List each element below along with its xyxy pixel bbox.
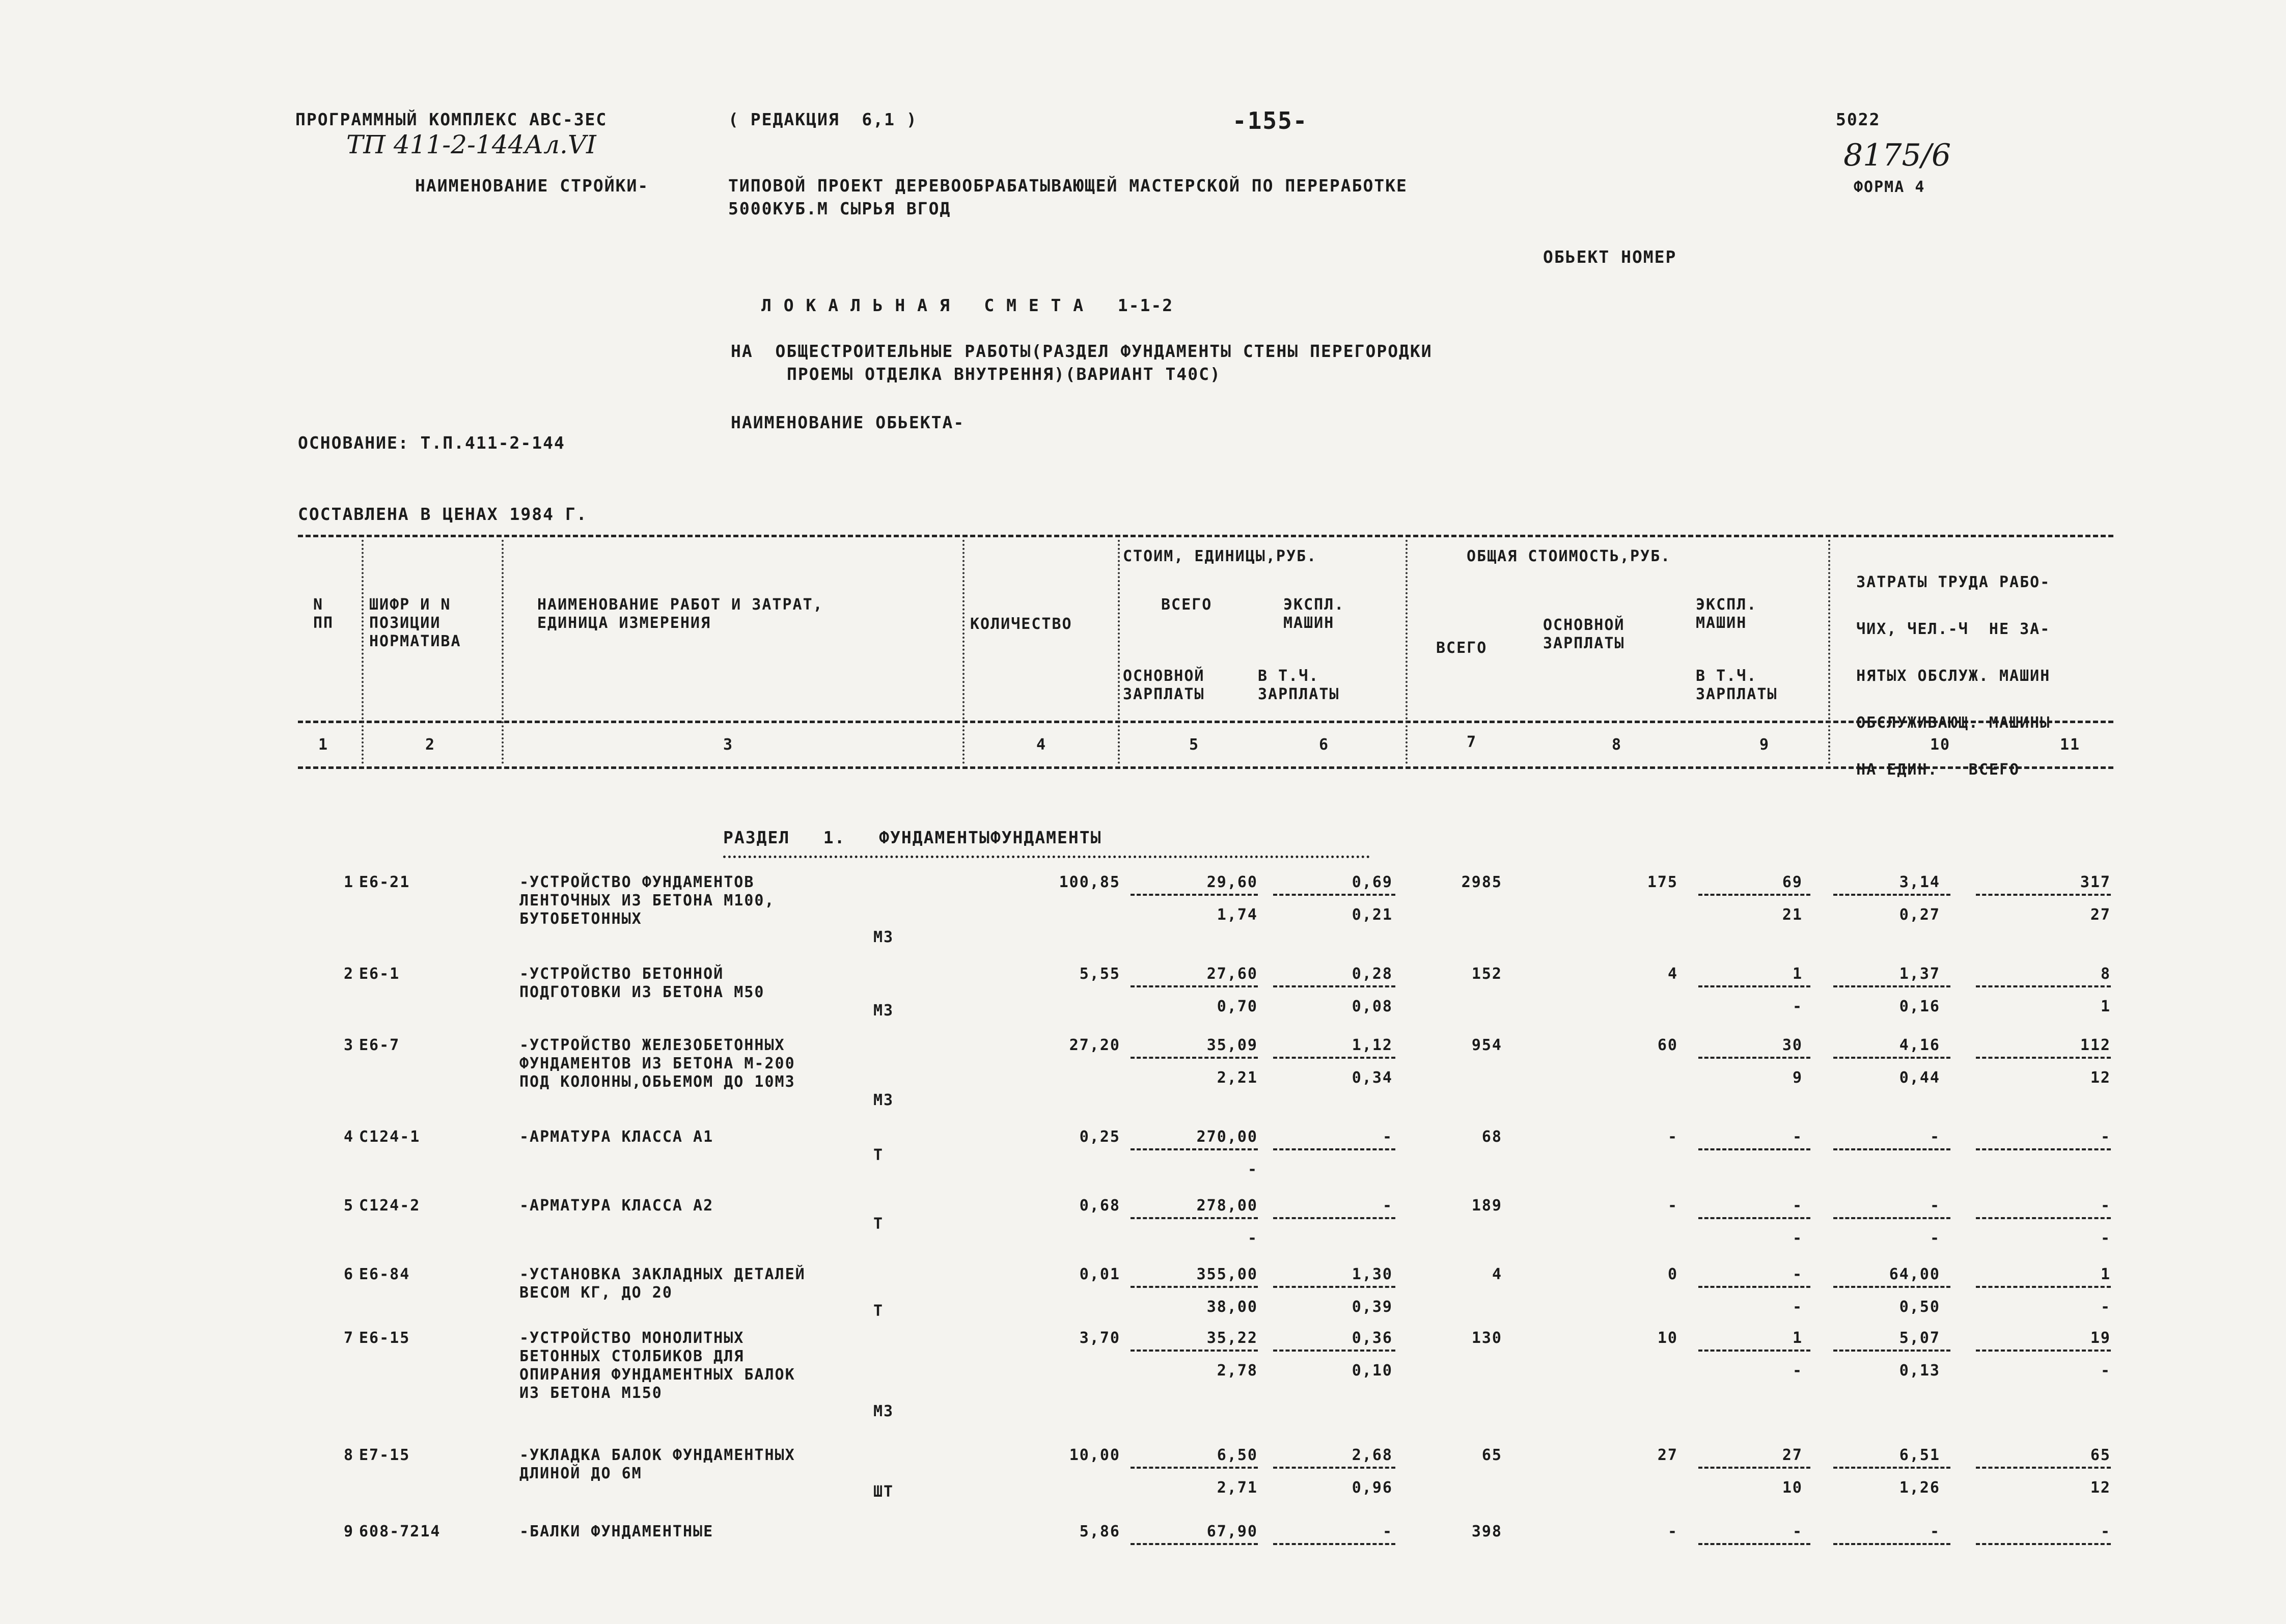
row-unit-machines: 0,36	[1352, 1329, 1393, 1347]
row-unit-machine-wage: 0,34	[1352, 1069, 1393, 1087]
row-unit-machine-wage: 0,10	[1352, 1362, 1393, 1380]
row-subrule	[1698, 894, 1810, 896]
row-code: С124-1	[359, 1128, 421, 1146]
col-number: 7	[1467, 733, 1477, 751]
row-total: 954	[1471, 1036, 1502, 1054]
row-work-name: -УСТРОЙСТВО МОНОЛИТНЫХ	[519, 1329, 745, 1347]
col-number: 3	[723, 736, 734, 754]
row-unit-machine-wage: 0,21	[1352, 906, 1393, 924]
handwritten-project: ТП 411-2-144Ал.VI	[346, 130, 596, 159]
row-total-wage: 175	[1647, 873, 1678, 891]
row-labor-unit: 1,37	[1899, 965, 1940, 983]
row-total-wage: -	[1667, 1523, 1678, 1540]
row-subrule	[1976, 1350, 2111, 1352]
col1-header: N ПП	[313, 596, 334, 632]
row-labor-unit-machines: 0,13	[1899, 1362, 1940, 1380]
construction-name-line2: 5000КУБ.М СЫРЬЯ ВГОД	[728, 199, 951, 218]
row-labor-total: -	[2100, 1523, 2111, 1540]
row-unit: Т	[873, 1146, 884, 1164]
construction-name-line1: ТИПОВОЙ ПРОЕКТ ДЕРЕВООБРАБАТЫВАЮЩЕЙ МАСТЕРСКОЙ ПО ПЕРЕРАБОТКЕ	[728, 176, 1408, 196]
col-divider	[962, 540, 965, 764]
row-labor-total: 19	[2090, 1329, 2111, 1347]
row-total-wage: 0	[1667, 1265, 1678, 1283]
row-labor-total-machines: -	[2100, 1229, 2111, 1247]
row-subrule	[1273, 894, 1395, 896]
row-total-wage: 10	[1657, 1329, 1678, 1347]
row-code: Е6-1	[359, 965, 400, 983]
row-subrule	[1273, 1467, 1395, 1469]
row-work-name: ДЛИНОЙ ДО 6М	[519, 1465, 642, 1482]
row-subrule	[1833, 1543, 1950, 1545]
row-labor-total: 65	[2090, 1446, 2111, 1464]
row-number: 1	[344, 873, 354, 891]
object-name-label: НАИМЕНОВАНИЕ ОБЬЕКТА-	[731, 412, 965, 432]
row-labor-unit-machines: 0,44	[1899, 1069, 1940, 1087]
row-code: Е6-21	[359, 873, 410, 891]
row-subrule	[1131, 1148, 1258, 1150]
total-wage-header: ОСНОВНОЙ ЗАРПЛАТЫ	[1543, 616, 1625, 652]
col-divider	[502, 540, 504, 764]
row-total-wage: -	[1667, 1197, 1678, 1215]
row-subrule	[1131, 1467, 1258, 1469]
row-work-name: ФУНДАМЕНТОВ ИЗ БЕТОНА М-200	[519, 1055, 795, 1072]
row-labor-unit-machines: 0,27	[1899, 906, 1940, 924]
row-subrule	[1833, 1350, 1950, 1352]
row-labor-total: -	[2100, 1197, 2111, 1215]
row-total-machines: -	[1792, 1197, 1803, 1215]
row-unit-wage: 2,21	[1217, 1069, 1258, 1087]
row-subrule	[1833, 985, 1950, 987]
total-cost-header: ОБЩАЯ СТОИМОСТЬ,РУБ.	[1467, 547, 1671, 565]
row-work-name: БЕТОННЫХ СТОЛБИКОВ ДЛЯ	[519, 1347, 745, 1365]
row-labor-unit-machines: 0,16	[1899, 998, 1940, 1015]
row-subrule	[1698, 1543, 1810, 1545]
col2-header: ШИФР И N ПОЗИЦИИ НОРМАТИВА	[369, 596, 461, 650]
row-subrule	[1698, 1217, 1810, 1219]
row-subrule	[1273, 1057, 1395, 1059]
row-work-name: БУТОБЕТОННЫХ	[519, 910, 642, 928]
row-total-wage: 4	[1667, 965, 1678, 983]
row-number: 8	[344, 1446, 354, 1464]
section-underline	[723, 856, 1370, 858]
row-total-machine-wage: -	[1792, 998, 1803, 1015]
col-number: 5	[1189, 736, 1200, 754]
row-code: Е6-15	[359, 1329, 410, 1347]
row-subrule	[1698, 985, 1810, 987]
row-total-machine-wage: -	[1792, 1229, 1803, 1247]
row-code: Е6-7	[359, 1036, 400, 1054]
row-labor-total: 317	[2080, 873, 2111, 891]
prices-label: СОСТАВЛЕНА В ЦЕНАХ 1984 Г.	[298, 504, 588, 524]
col-number: 2	[425, 736, 436, 754]
row-total-wage: 60	[1657, 1036, 1678, 1054]
row-unit-machine-wage: 0,39	[1352, 1298, 1393, 1316]
section-title: РАЗДЕЛ 1. ФУНДАМЕНТЫФУНДАМЕНТЫ	[723, 828, 1102, 847]
row-unit-total: 67,90	[1206, 1523, 1258, 1540]
row-number: 6	[344, 1265, 354, 1283]
row-unit: Т	[873, 1302, 884, 1320]
row-labor-total-machines: -	[2100, 1298, 2111, 1316]
subject-line1: НА ОБЩЕСТРОИТЕЛЬНЫЕ РАБОТЫ(РАЗДЕЛ ФУНДАМЕНТЫ СТЕНЫ ПЕРЕГОРОДКИ	[731, 341, 1433, 361]
row-unit-machines: 0,69	[1352, 873, 1393, 891]
row-total: 398	[1471, 1523, 1502, 1540]
unit-cost-header: СТОИМ, ЕДИНИЦЫ,РУБ.	[1123, 547, 1317, 565]
row-unit-machine-wage: 0,08	[1352, 998, 1393, 1015]
row-unit: М3	[873, 928, 894, 946]
row-labor-unit: -	[1930, 1197, 1940, 1215]
col-divider	[1828, 540, 1830, 764]
row-number: 2	[344, 965, 354, 983]
row-total: 152	[1471, 965, 1502, 983]
row-subrule	[1273, 1543, 1395, 1545]
row-unit: Т	[873, 1215, 884, 1233]
row-subrule	[1976, 1467, 2111, 1469]
row-unit-total: 29,60	[1206, 873, 1258, 891]
row-unit-wage: -	[1247, 1161, 1258, 1178]
row-unit-machines: 2,68	[1352, 1446, 1393, 1464]
total-mach-header: ЭКСПЛ. МАШИН	[1696, 596, 1757, 632]
row-work-name: ЛЕНТОЧНЫХ ИЗ БЕТОНА М100,	[519, 892, 775, 910]
row-work-name: -УСТРОЙСТВО ФУНДАМЕНТОВ	[519, 873, 755, 891]
row-quantity: 27,20	[1069, 1036, 1120, 1054]
row-number: 4	[344, 1128, 354, 1146]
row-subrule	[1833, 1467, 1950, 1469]
row-subrule	[1976, 894, 2111, 896]
row-subrule	[1833, 1148, 1950, 1150]
row-labor-total: 1	[2100, 1265, 2111, 1283]
row-unit-wage: 0,70	[1217, 998, 1258, 1015]
row-work-name: -УКЛАДКА БАЛОК ФУНДАМЕНТНЫХ	[519, 1446, 795, 1464]
row-labor-total-machines: 1	[2100, 998, 2111, 1015]
row-unit-machines: 1,12	[1352, 1036, 1393, 1054]
row-unit-machine-wage: 0,96	[1352, 1479, 1393, 1497]
edition-label: ( РЕДАКЦИЯ 6,1 )	[728, 109, 918, 129]
row-total: 189	[1471, 1197, 1502, 1215]
col-number: 6	[1319, 736, 1330, 754]
labor-header: ЗАТРАТЫ ТРУДА РАБО- ЧИХ, ЧЕЛ.-Ч НЕ ЗА- НЯТЫХ ОБСЛУЖ. МАШИН ОБСЛУЖИВАЮЩ. МАШИНЫ НА ЕДИН. ВСЕГО	[1856, 573, 2051, 779]
row-subrule	[1131, 1286, 1258, 1288]
form-label: ФОРМА 4	[1854, 178, 1925, 196]
row-unit: М3	[873, 1002, 894, 1020]
col-number: 8	[1612, 736, 1622, 754]
row-code: С124-2	[359, 1197, 421, 1215]
row-subrule	[1273, 985, 1395, 987]
row-unit-total: 355,00	[1196, 1265, 1258, 1283]
row-labor-total-machines: -	[2100, 1362, 2111, 1380]
row-subrule	[1976, 985, 2111, 987]
col-divider	[362, 540, 364, 764]
row-quantity: 3,70	[1079, 1329, 1120, 1347]
row-unit-wage: 2,71	[1217, 1479, 1258, 1497]
row-work-name: -АРМАТУРА КЛАССА А1	[519, 1128, 714, 1146]
col-number: 10	[1930, 736, 1951, 754]
col-number: 1	[318, 736, 329, 754]
row-unit: М3	[873, 1091, 894, 1109]
row-number: 3	[344, 1036, 354, 1054]
handwritten-number: 8175/6	[1843, 137, 1951, 173]
col-divider	[1118, 540, 1120, 764]
row-labor-total-machines: 12	[2090, 1069, 2111, 1087]
row-subrule	[1976, 1057, 2111, 1059]
row-subrule	[1131, 985, 1258, 987]
table-top-rule	[298, 535, 2113, 537]
row-subrule	[1976, 1217, 2111, 1219]
row-total-machine-wage: 10	[1782, 1479, 1803, 1497]
row-unit-total: 278,00	[1196, 1197, 1258, 1215]
row-total: 2985	[1461, 873, 1502, 891]
row-subrule	[1698, 1057, 1810, 1059]
row-unit-wage: 38,00	[1206, 1298, 1258, 1316]
row-work-name: -УСТРОЙСТВО БЕТОННОЙ	[519, 965, 724, 983]
row-work-name: -АРМАТУРА КЛАССА А2	[519, 1197, 714, 1215]
row-quantity: 5,86	[1079, 1523, 1120, 1540]
row-quantity: 10,00	[1069, 1446, 1120, 1464]
total-incl-header: В Т.Ч. ЗАРПЛАТЫ	[1696, 667, 1778, 703]
row-code: Е7-15	[359, 1446, 410, 1464]
row-total-machines: 27	[1782, 1446, 1803, 1464]
row-labor-total-machines: 27	[2090, 906, 2111, 924]
row-labor-unit-machines: 0,50	[1899, 1298, 1940, 1316]
row-labor-unit: 64,00	[1889, 1265, 1940, 1283]
row-unit-wage: 2,78	[1217, 1362, 1258, 1380]
document-code: 5022	[1836, 109, 1881, 129]
unit-mach-header: ЭКСПЛ. МАШИН	[1283, 596, 1345, 632]
row-labor-unit-machines: -	[1930, 1229, 1940, 1247]
row-labor-unit: 5,07	[1899, 1329, 1940, 1347]
row-unit-machines: -	[1382, 1197, 1393, 1215]
row-unit-machines: 1,30	[1352, 1265, 1393, 1283]
row-unit: ШТ	[873, 1483, 894, 1501]
row-unit-total: 270,00	[1196, 1128, 1258, 1146]
row-total-machines: 1	[1792, 1329, 1803, 1347]
basis-label: ОСНОВАНИЕ: Т.П.411-2-144	[298, 433, 565, 453]
row-code: Е6-84	[359, 1265, 410, 1283]
row-unit-machines: 0,28	[1352, 965, 1393, 983]
row-total: 4	[1492, 1265, 1502, 1283]
total-all-header: ВСЕГО	[1436, 639, 1488, 657]
row-labor-unit: -	[1930, 1128, 1940, 1146]
row-total-wage: 27	[1657, 1446, 1678, 1464]
row-total: 65	[1481, 1446, 1502, 1464]
row-total-machines: 1	[1792, 965, 1803, 983]
row-work-name: -УСТРОЙСТВО ЖЕЛЕЗОБЕТОННЫХ	[519, 1036, 785, 1054]
subject-line2: ПРОЕМЫ ОТДЕЛКА ВНУТРЕННЯ)(ВАРИАНТ Т40С)	[787, 364, 1221, 384]
row-subrule	[1976, 1148, 2111, 1150]
row-labor-unit-machines: 1,26	[1899, 1479, 1940, 1497]
row-unit-total: 27,60	[1206, 965, 1258, 983]
row-unit-wage: -	[1247, 1229, 1258, 1247]
row-labor-total-machines: 12	[2090, 1479, 2111, 1497]
row-labor-unit: -	[1930, 1523, 1940, 1540]
row-labor-unit: 4,16	[1899, 1036, 1940, 1054]
row-total-machines: -	[1792, 1265, 1803, 1283]
program-name: ПРОГРАММНЫЙ КОМПЛЕКС АВС-3ЕС	[295, 109, 608, 129]
row-subrule	[1976, 1286, 2111, 1288]
row-work-name: -УСТАНОВКА ЗАКЛАДНЫХ ДЕТАЛЕЙ	[519, 1265, 806, 1283]
row-total-machines: -	[1792, 1128, 1803, 1146]
unit-wage-header: ОСНОВНОЙ ЗАРПЛАТЫ	[1123, 667, 1205, 703]
row-quantity: 5,55	[1079, 965, 1120, 983]
row-quantity: 100,85	[1059, 873, 1120, 891]
row-unit-machines: -	[1382, 1128, 1393, 1146]
row-unit-total: 35,09	[1206, 1036, 1258, 1054]
row-work-name: ПОД КОЛОННЫ,ОБЬЕМОМ ДО 10М3	[519, 1073, 795, 1091]
row-subrule	[1273, 1217, 1395, 1219]
col-number: 4	[1036, 736, 1047, 754]
row-unit: М3	[873, 1402, 894, 1420]
row-total-machine-wage: -	[1792, 1298, 1803, 1316]
row-subrule	[1131, 1217, 1258, 1219]
row-total: 68	[1481, 1128, 1502, 1146]
row-subrule	[1976, 1543, 2111, 1545]
row-subrule	[1833, 1286, 1950, 1288]
col-divider	[1406, 540, 1408, 764]
row-work-name: ИЗ БЕТОНА М150	[519, 1384, 663, 1402]
row-work-name: ОПИРАНИЯ ФУНДАМЕНТНЫХ БАЛОК	[519, 1366, 795, 1384]
row-total-machine-wage: 9	[1792, 1069, 1803, 1087]
row-number: 9	[344, 1523, 354, 1540]
row-subrule	[1698, 1148, 1810, 1150]
col-number: 9	[1759, 736, 1770, 754]
row-subrule	[1131, 1543, 1258, 1545]
row-work-name: -БАЛКИ ФУНДАМЕНТНЫЕ	[519, 1523, 714, 1540]
row-quantity: 0,01	[1079, 1265, 1120, 1283]
row-total-wage: -	[1667, 1128, 1678, 1146]
row-subrule	[1698, 1350, 1810, 1352]
row-subrule	[1698, 1467, 1810, 1469]
object-number-label: ОБЬЕКТ НОМЕР	[1543, 247, 1677, 267]
row-total: 130	[1471, 1329, 1502, 1347]
row-subrule	[1833, 1217, 1950, 1219]
document-title: Л О К А Л Ь Н А Я С М Е Т А 1-1-2	[761, 295, 1174, 315]
row-total-machines: 30	[1782, 1036, 1803, 1054]
col-number: 11	[2060, 736, 2081, 754]
row-subrule	[1131, 1350, 1258, 1352]
row-total-machines: 69	[1782, 873, 1803, 891]
row-subrule	[1131, 1057, 1258, 1059]
row-subrule	[1273, 1286, 1395, 1288]
row-work-name: ВЕСОМ КГ, ДО 20	[519, 1284, 673, 1302]
page-number: -155-	[1232, 107, 1308, 134]
row-total-machine-wage: -	[1792, 1362, 1803, 1380]
col3-header: НАИМЕНОВАНИЕ РАБОТ И ЗАТРАТ, ЕДИНИЦА ИЗМЕРЕНИЯ	[537, 596, 823, 632]
row-number: 5	[344, 1197, 354, 1215]
row-subrule	[1131, 894, 1258, 896]
row-quantity: 0,25	[1079, 1128, 1120, 1146]
unit-total-header: ВСЕГО	[1161, 596, 1213, 614]
row-total-machine-wage: 21	[1782, 906, 1803, 924]
row-subrule	[1833, 894, 1950, 896]
row-code: 608-7214	[359, 1523, 441, 1540]
row-subrule	[1833, 1057, 1950, 1059]
row-quantity: 0,68	[1079, 1197, 1120, 1215]
construction-label: НАИМЕНОВАНИЕ СТРОЙКИ-	[415, 176, 649, 196]
row-total-machines: -	[1792, 1523, 1803, 1540]
row-labor-unit: 3,14	[1899, 873, 1940, 891]
row-unit-wage: 1,74	[1217, 906, 1258, 924]
row-unit-total: 6,50	[1217, 1446, 1258, 1464]
row-subrule	[1698, 1286, 1810, 1288]
row-subrule	[1273, 1148, 1395, 1150]
row-labor-unit: 6,51	[1899, 1446, 1940, 1464]
col4-header: КОЛИЧЕСТВО	[970, 615, 1072, 633]
row-unit-total: 35,22	[1206, 1329, 1258, 1347]
row-labor-total: 8	[2100, 965, 2111, 983]
row-number: 7	[344, 1329, 354, 1347]
row-subrule	[1273, 1350, 1395, 1352]
row-work-name: ПОДГОТОВКИ ИЗ БЕТОНА М50	[519, 983, 765, 1001]
row-unit-machines: -	[1382, 1523, 1393, 1540]
unit-incl-header: В Т.Ч. ЗАРПЛАТЫ	[1258, 667, 1340, 703]
row-labor-total: 112	[2080, 1036, 2111, 1054]
row-labor-total: -	[2100, 1128, 2111, 1146]
